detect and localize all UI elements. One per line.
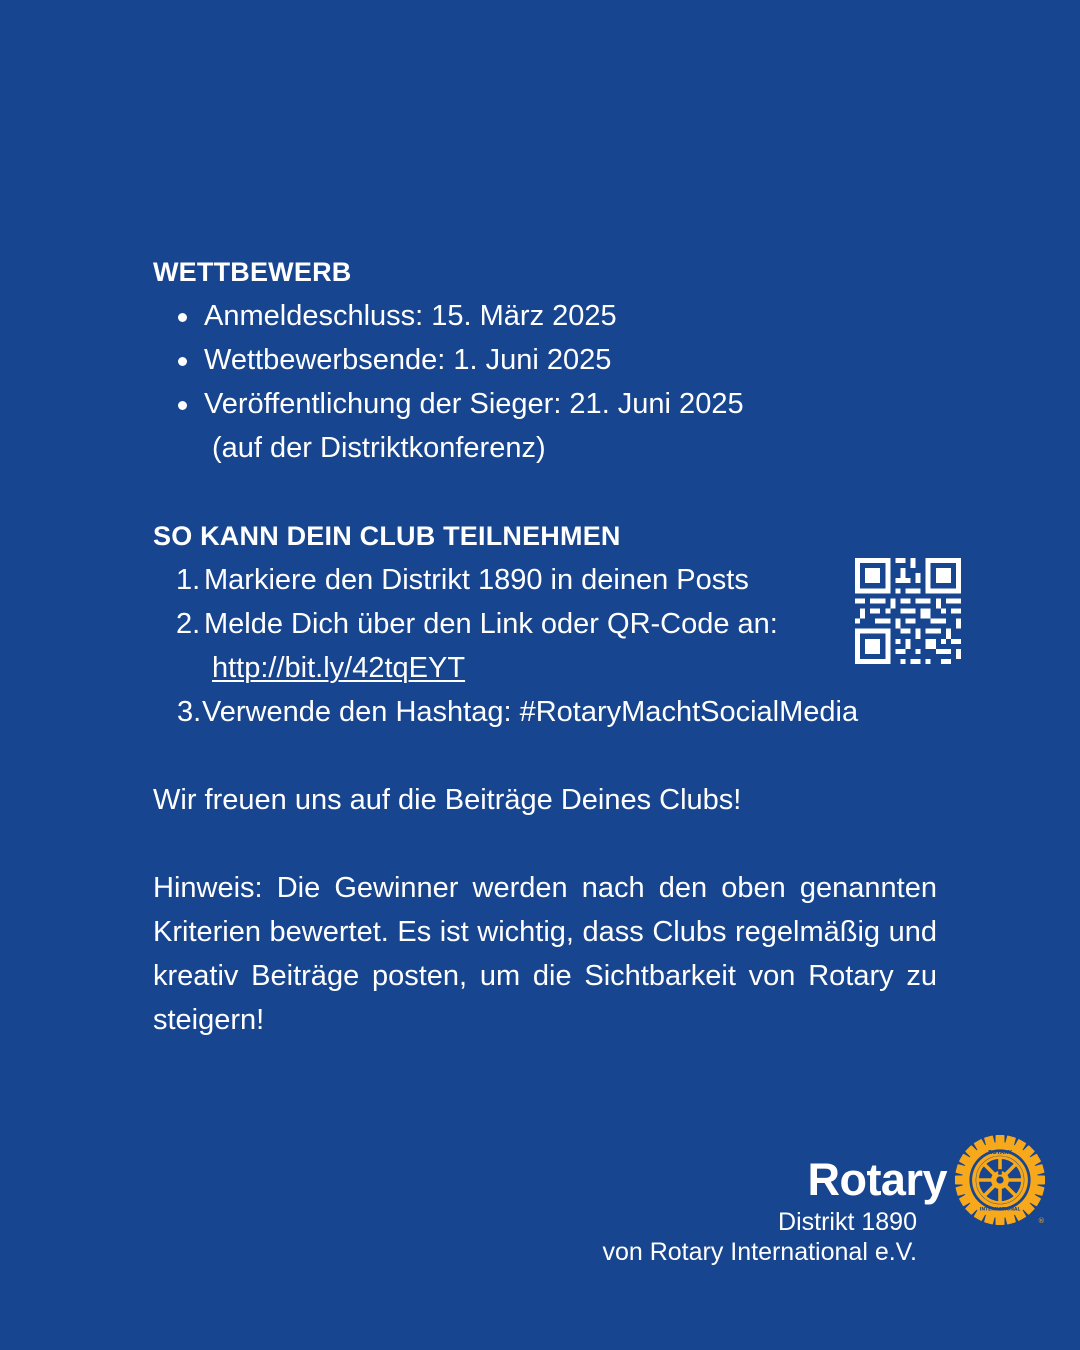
participate-heading: SO KANN DEIN CLUB TEILNEHMEN xyxy=(153,521,621,551)
wheel-text-top: ROTARY xyxy=(988,1149,1012,1156)
list-item xyxy=(153,690,937,734)
qr-code-icon[interactable] xyxy=(855,558,961,664)
registered-mark: ® xyxy=(1037,1216,1045,1225)
main-content xyxy=(153,250,937,1042)
list-item xyxy=(153,602,937,690)
registration-link[interactable]: http://bit.ly/42tqEYT xyxy=(212,652,466,684)
rotary-wheel-icon xyxy=(955,1135,1045,1225)
step-number: 2. xyxy=(176,608,201,640)
step-text: Markiere den Distrikt 1890 in deinen Posts xyxy=(204,564,749,596)
conference-note: (auf der Distriktkonferenz) xyxy=(212,432,546,464)
organization-label: von Rotary International e.V. xyxy=(602,1238,917,1266)
step-text: Melde Dich über den Link oder QR-Code an: xyxy=(204,608,778,640)
closing-text: Wir freuen uns auf die Beiträge Deines Clubs! xyxy=(153,784,742,816)
list-item xyxy=(153,338,937,382)
rotary-wordmark: Rotary xyxy=(807,1154,947,1205)
participation-steps xyxy=(153,558,937,734)
wheel-text-bottom: INTERNATIONAL xyxy=(979,1207,1021,1213)
competition-dates-list xyxy=(153,294,937,470)
step-text: Verwende den Hashtag: #RotaryMachtSocialMedia xyxy=(202,696,859,728)
end-date-text: Wettbewerbsende: 1. Juni 2025 xyxy=(204,344,612,376)
district-label: Distrikt 1890 xyxy=(778,1208,917,1236)
deadline-text: Anmeldeschluss: 15. März 2025 xyxy=(204,300,617,332)
list-item xyxy=(153,294,937,338)
list-item xyxy=(153,382,937,470)
rotary-logo xyxy=(600,1135,1050,1275)
winners-date-text: Veröffentlichung der Sieger: 21. Juni 2025 xyxy=(204,388,744,420)
note-paragraph: Hinweis: Die Gewinner werden nach den oben genannten Kriterien bewertet. Es ist wichtig, dass Clubs regelmäßig und kreativ Beiträge posten, um die Sichtbarkeit von Rotary zu steigern! xyxy=(153,872,937,1036)
step-number: 1. xyxy=(176,564,201,596)
list-item xyxy=(153,558,937,602)
competition-heading: WETTBEWERB xyxy=(153,257,352,287)
step-number: 3. xyxy=(177,696,202,728)
